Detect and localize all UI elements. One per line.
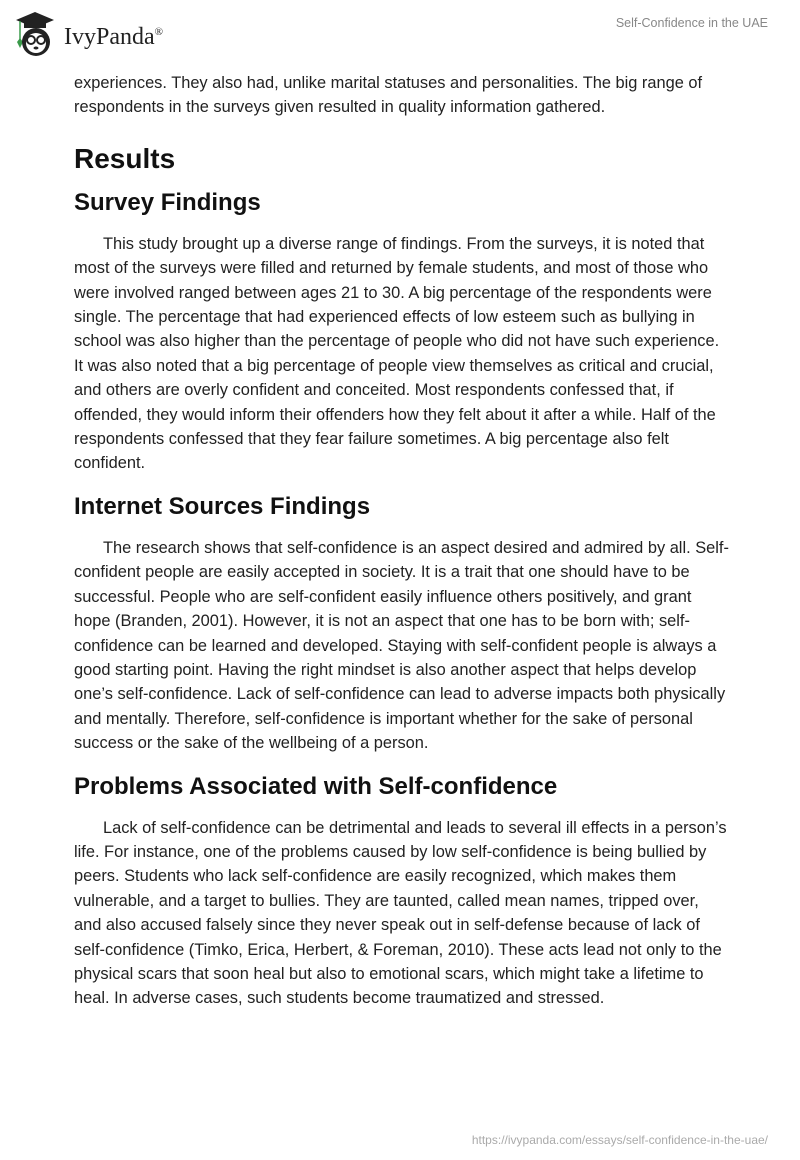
footer-url[interactable]: https://ivypanda.com/essays/self-confidence-in-the-uae/ — [471, 1133, 768, 1147]
logo-text: IvyPanda® — [64, 23, 164, 50]
section-paragraph: Lack of self-confidence can be detrimental and leads to several ill effects in a person’s life. For instance, one of the problems caused by low self-confidence is being bullied by peers. Students who lack self-confidence are easily recognized, which makes them vulnerable, and a target to bullies. They are taunted, called mean names, tripped over, and also accused falsely since they never speak out in self-defense because of lack of self-confidence (Timko, Erica, Herbert, & Foreman, 2010). These acts lead not only to the physical scars that soon heal but also to emotional scars, which might take a lifetime to heal. In adverse cases, such students become traumatized and stressed. — [74, 818, 727, 1008]
page-header — [0, 0, 800, 60]
article-body — [74, 71, 730, 1011]
section-paragraph: This study brought up a diverse range of findings. From the surveys, it is noted that most of the surveys were filled and returned by female students, and most of those who were involved ranged between ages 21 to 30. A big percentage of the respondents were single. The percentage that had experienced effects of low esteem such as bullying in school was also higher than the percentage of people who did not have such experience. It was also noted that a big percentage of people view themselves as critical and crucial, and others are overly confident and conceited. Most respondents confessed that, if offended, they would inform their offenders how they felt about it after a while. Half of the respondents confessed that they fear failure sometimes. A big percentage also felt confident. — [74, 234, 720, 473]
intro-paragraph: experiences. They also had, unlike marital statuses and personalities. The big range of respondents in the surveys given resulted in quality information gathered. — [74, 74, 703, 117]
section-paragraph: The research shows that self-confidence is an aspect desired and admired by all. Self-confident people are easily accepted in society. It is a trait that one should have to be successful. People who are self-confident easily influence others positively, and grant hope (Branden, 2001). However, it is not an aspect that one has to be born with; self-confidence can be learned and developed. Staying with self-confident people is always a good starting point. Having the right mindset is also another aspect that helps develop one’s self-confidence. Lack of self-confidence can lead to adverse impacts both physically and mentally. Therefore, self-confidence is important whether for the sake of personal success or the sake of the wellbeing of a person. — [74, 538, 729, 753]
results-heading: Results — [74, 142, 176, 174]
document-title: Self-Confidence in the UAE — [615, 16, 768, 30]
section-heading: Problems Associated with Self-confidence — [74, 772, 558, 800]
panda-logo-icon — [12, 8, 58, 58]
section-heading: Survey Findings — [74, 188, 261, 216]
section-heading: Internet Sources Findings — [74, 492, 371, 520]
logo[interactable] — [12, 8, 163, 58]
